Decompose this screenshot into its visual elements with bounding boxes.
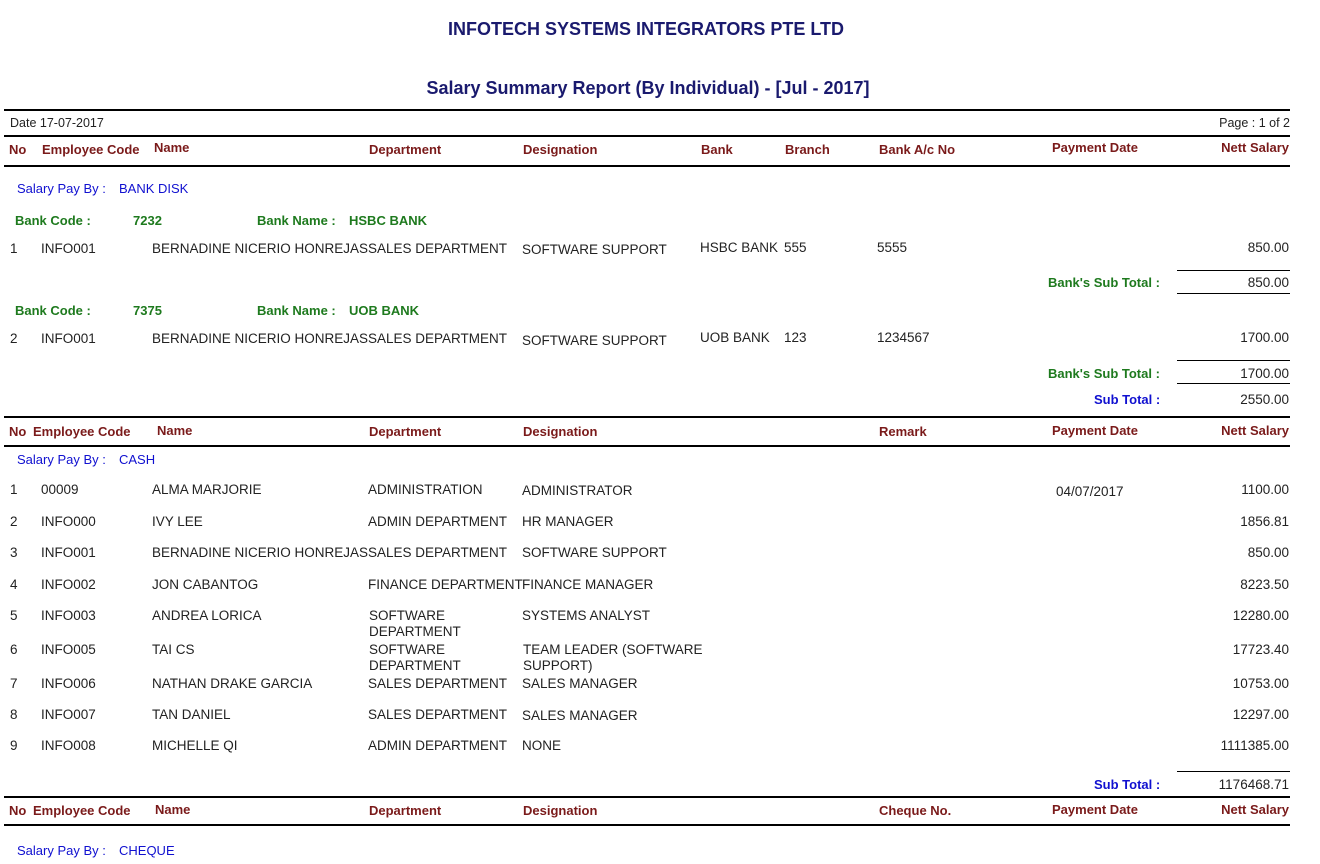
row-name: ALMA MARJORIE	[152, 482, 262, 497]
row-code: INFO001	[41, 241, 96, 256]
row-designation: SOFTWARE SUPPORT	[522, 242, 667, 257]
pay-by-label: Salary Pay By :	[17, 843, 106, 858]
divider	[4, 416, 1290, 418]
bank-name-value: HSBC BANK	[349, 213, 427, 228]
bank-subtotal-value: 850.00	[1247, 275, 1289, 290]
subtotal-value: 2550.00	[1240, 392, 1289, 407]
pay-by-label: Salary Pay By :	[17, 452, 106, 467]
report-title: Salary Summary Report (By Individual) - [Jul - 2017]	[426, 78, 870, 98]
row-department: ADMIN DEPARTMENT	[368, 738, 508, 753]
row-name: TAN DANIEL	[152, 707, 231, 722]
row-nett: 850.00	[1247, 545, 1289, 560]
subtotal-value: 1176468.71	[1218, 777, 1289, 792]
pay-by-label: Salary Pay By :	[17, 181, 106, 196]
col-branch: Branch	[785, 142, 830, 157]
col-designation: Designation	[523, 803, 598, 818]
row-name: NATHAN DRAKE GARCIA	[152, 676, 313, 691]
row-code: INFO008	[41, 738, 96, 753]
report-date: Date 17-07-2017	[10, 116, 104, 130]
row-code: INFO005	[41, 642, 96, 657]
row-designation: SALES MANAGER	[522, 708, 638, 723]
divider	[4, 165, 1290, 167]
row-nett: 850.00	[1247, 240, 1289, 255]
col-employee-code: Employee Code	[42, 142, 140, 157]
row-department: FINANCE DEPARTMENT	[368, 577, 523, 592]
row-code: INFO001	[41, 331, 96, 346]
row-code: INFO007	[41, 707, 96, 722]
row-designation: SOFTWARE SUPPORT	[522, 545, 667, 560]
bank-name-label: Bank Name :	[257, 303, 336, 318]
row-department: ADMIN DEPARTMENT	[368, 514, 508, 529]
pay-by-value: BANK DISK	[119, 181, 189, 196]
bank-name-value: UOB BANK	[349, 303, 420, 318]
bank-code-label: Bank Code :	[15, 303, 91, 318]
row-designation: ADMINISTRATOR	[522, 483, 633, 498]
row-name: BERNADINE NICERIO HONREJAS	[152, 545, 369, 560]
col-no: No	[9, 803, 27, 818]
row-name: ANDREA LORICA	[152, 608, 262, 623]
row-name: MICHELLE QI	[152, 738, 238, 753]
subtotal-label: Sub Total :	[1094, 777, 1161, 792]
row-nett: 8223.50	[1240, 577, 1289, 592]
col-payment-date: Payment Date	[1052, 802, 1138, 817]
col-name: Name	[157, 423, 193, 438]
pay-by-value: CHEQUE	[119, 843, 175, 858]
row-code: INFO006	[41, 676, 96, 691]
total-line	[1177, 270, 1290, 271]
row-nett: 17723.40	[1232, 642, 1289, 657]
total-line	[1177, 383, 1290, 384]
divider	[4, 824, 1290, 826]
row-department: SALES DEPARTMENT	[368, 331, 508, 346]
row-acno: 5555	[877, 240, 908, 255]
bank-code-label: Bank Code :	[15, 213, 91, 228]
col-payment-date: Payment Date	[1052, 140, 1138, 155]
col-department: Department	[369, 142, 442, 157]
row-nett: 1700.00	[1240, 330, 1289, 345]
row-nett: 1111385.00	[1220, 738, 1289, 753]
row-name: BERNADINE NICERIO HONREJAS	[152, 241, 369, 256]
row-department: SOFTWARE DEPARTMENT	[369, 642, 461, 673]
col-designation: Designation	[523, 424, 598, 439]
row-code: 00009	[41, 482, 79, 497]
col-name: Name	[155, 802, 191, 817]
bank-name-label: Bank Name :	[257, 213, 336, 228]
row-designation: FINANCE MANAGER	[522, 577, 654, 592]
row-department: SALES DEPARTMENT	[368, 545, 508, 560]
row-no: 2	[10, 331, 18, 346]
row-nett: 1100.00	[1241, 482, 1289, 497]
row-designation: TEAM LEADER (SOFTWARE SUPPORT)	[523, 642, 703, 673]
total-line	[1177, 771, 1290, 772]
row-designation: HR MANAGER	[522, 514, 614, 529]
divider	[4, 796, 1290, 798]
row-no: 3	[10, 545, 18, 560]
col-bank-acno: Bank A/c No	[879, 142, 956, 157]
bank-code-value: 7232	[133, 213, 162, 228]
col-nett-salary: Nett Salary	[1221, 423, 1289, 438]
row-bank: HSBC BANK	[700, 240, 779, 255]
col-designation: Designation	[523, 142, 598, 157]
page-number: Page : 1 of 2	[1219, 116, 1290, 130]
row-name: IVY LEE	[152, 514, 203, 529]
row-no: 9	[10, 738, 18, 753]
col-payment-date: Payment Date	[1052, 423, 1138, 438]
row-no: 2	[10, 514, 18, 529]
row-department: SALES DEPARTMENT	[368, 241, 508, 256]
divider	[4, 109, 1290, 111]
bank-code-value: 7375	[133, 303, 162, 318]
row-name: JON CABANTOG	[152, 577, 259, 592]
divider	[4, 135, 1290, 137]
col-cheque-no: Cheque No.	[879, 803, 952, 818]
row-no: 7	[10, 676, 18, 691]
col-employee-code: Employee Code	[33, 803, 131, 818]
row-nett: 12280.00	[1232, 608, 1289, 623]
pay-by-value: CASH	[119, 452, 156, 467]
row-payment-date: 04/07/2017	[1056, 484, 1124, 499]
col-department: Department	[369, 803, 442, 818]
divider	[4, 445, 1290, 447]
row-no: 8	[10, 707, 18, 722]
row-no: 1	[10, 241, 18, 256]
row-department: SALES DEPARTMENT	[368, 707, 508, 722]
row-no: 5	[10, 608, 18, 623]
row-code: INFO000	[41, 514, 96, 529]
row-bank: UOB BANK	[700, 330, 770, 345]
bank-subtotal-value: 1700.00	[1240, 366, 1289, 381]
company-name: INFOTECH SYSTEMS INTEGRATORS PTE LTD	[447, 19, 845, 39]
col-department: Department	[369, 424, 442, 439]
col-bank: Bank	[701, 142, 733, 157]
row-nett: 12297.00	[1232, 707, 1289, 722]
row-branch: 123	[784, 330, 807, 345]
row-no: 4	[10, 577, 18, 592]
subtotal-label: Sub Total :	[1094, 392, 1161, 407]
row-nett: 1856.81	[1240, 514, 1289, 529]
row-code: INFO001	[41, 545, 96, 560]
total-line	[1177, 360, 1290, 361]
col-nett-salary: Nett Salary	[1221, 140, 1289, 155]
row-no: 6	[10, 642, 18, 657]
row-designation: NONE	[522, 738, 562, 753]
row-department: SOFTWARE DEPARTMENT	[369, 608, 461, 639]
row-designation: SYSTEMS ANALYST	[522, 608, 651, 623]
row-branch: 555	[784, 240, 807, 255]
row-nett: 10753.00	[1232, 676, 1289, 691]
row-department: SALES DEPARTMENT	[368, 676, 508, 691]
row-no: 1	[10, 482, 18, 497]
row-name: TAI CS	[152, 642, 195, 657]
row-code: INFO003	[41, 608, 96, 623]
row-designation: SOFTWARE SUPPORT	[522, 333, 667, 348]
row-name: BERNADINE NICERIO HONREJAS	[152, 331, 369, 346]
col-name: Name	[154, 140, 190, 155]
row-department: ADMINISTRATION	[368, 482, 483, 497]
row-code: INFO002	[41, 577, 96, 592]
row-acno: 1234567	[877, 330, 930, 345]
total-line	[1177, 293, 1290, 294]
col-no: No	[9, 424, 27, 439]
col-employee-code: Employee Code	[33, 424, 131, 439]
col-nett-salary: Nett Salary	[1221, 802, 1289, 817]
bank-subtotal-label: Bank's Sub Total :	[1048, 275, 1160, 290]
bank-subtotal-label: Bank's Sub Total :	[1048, 366, 1160, 381]
row-designation: SALES MANAGER	[522, 676, 638, 691]
col-remark: Remark	[879, 424, 927, 439]
col-no: No	[9, 142, 27, 157]
